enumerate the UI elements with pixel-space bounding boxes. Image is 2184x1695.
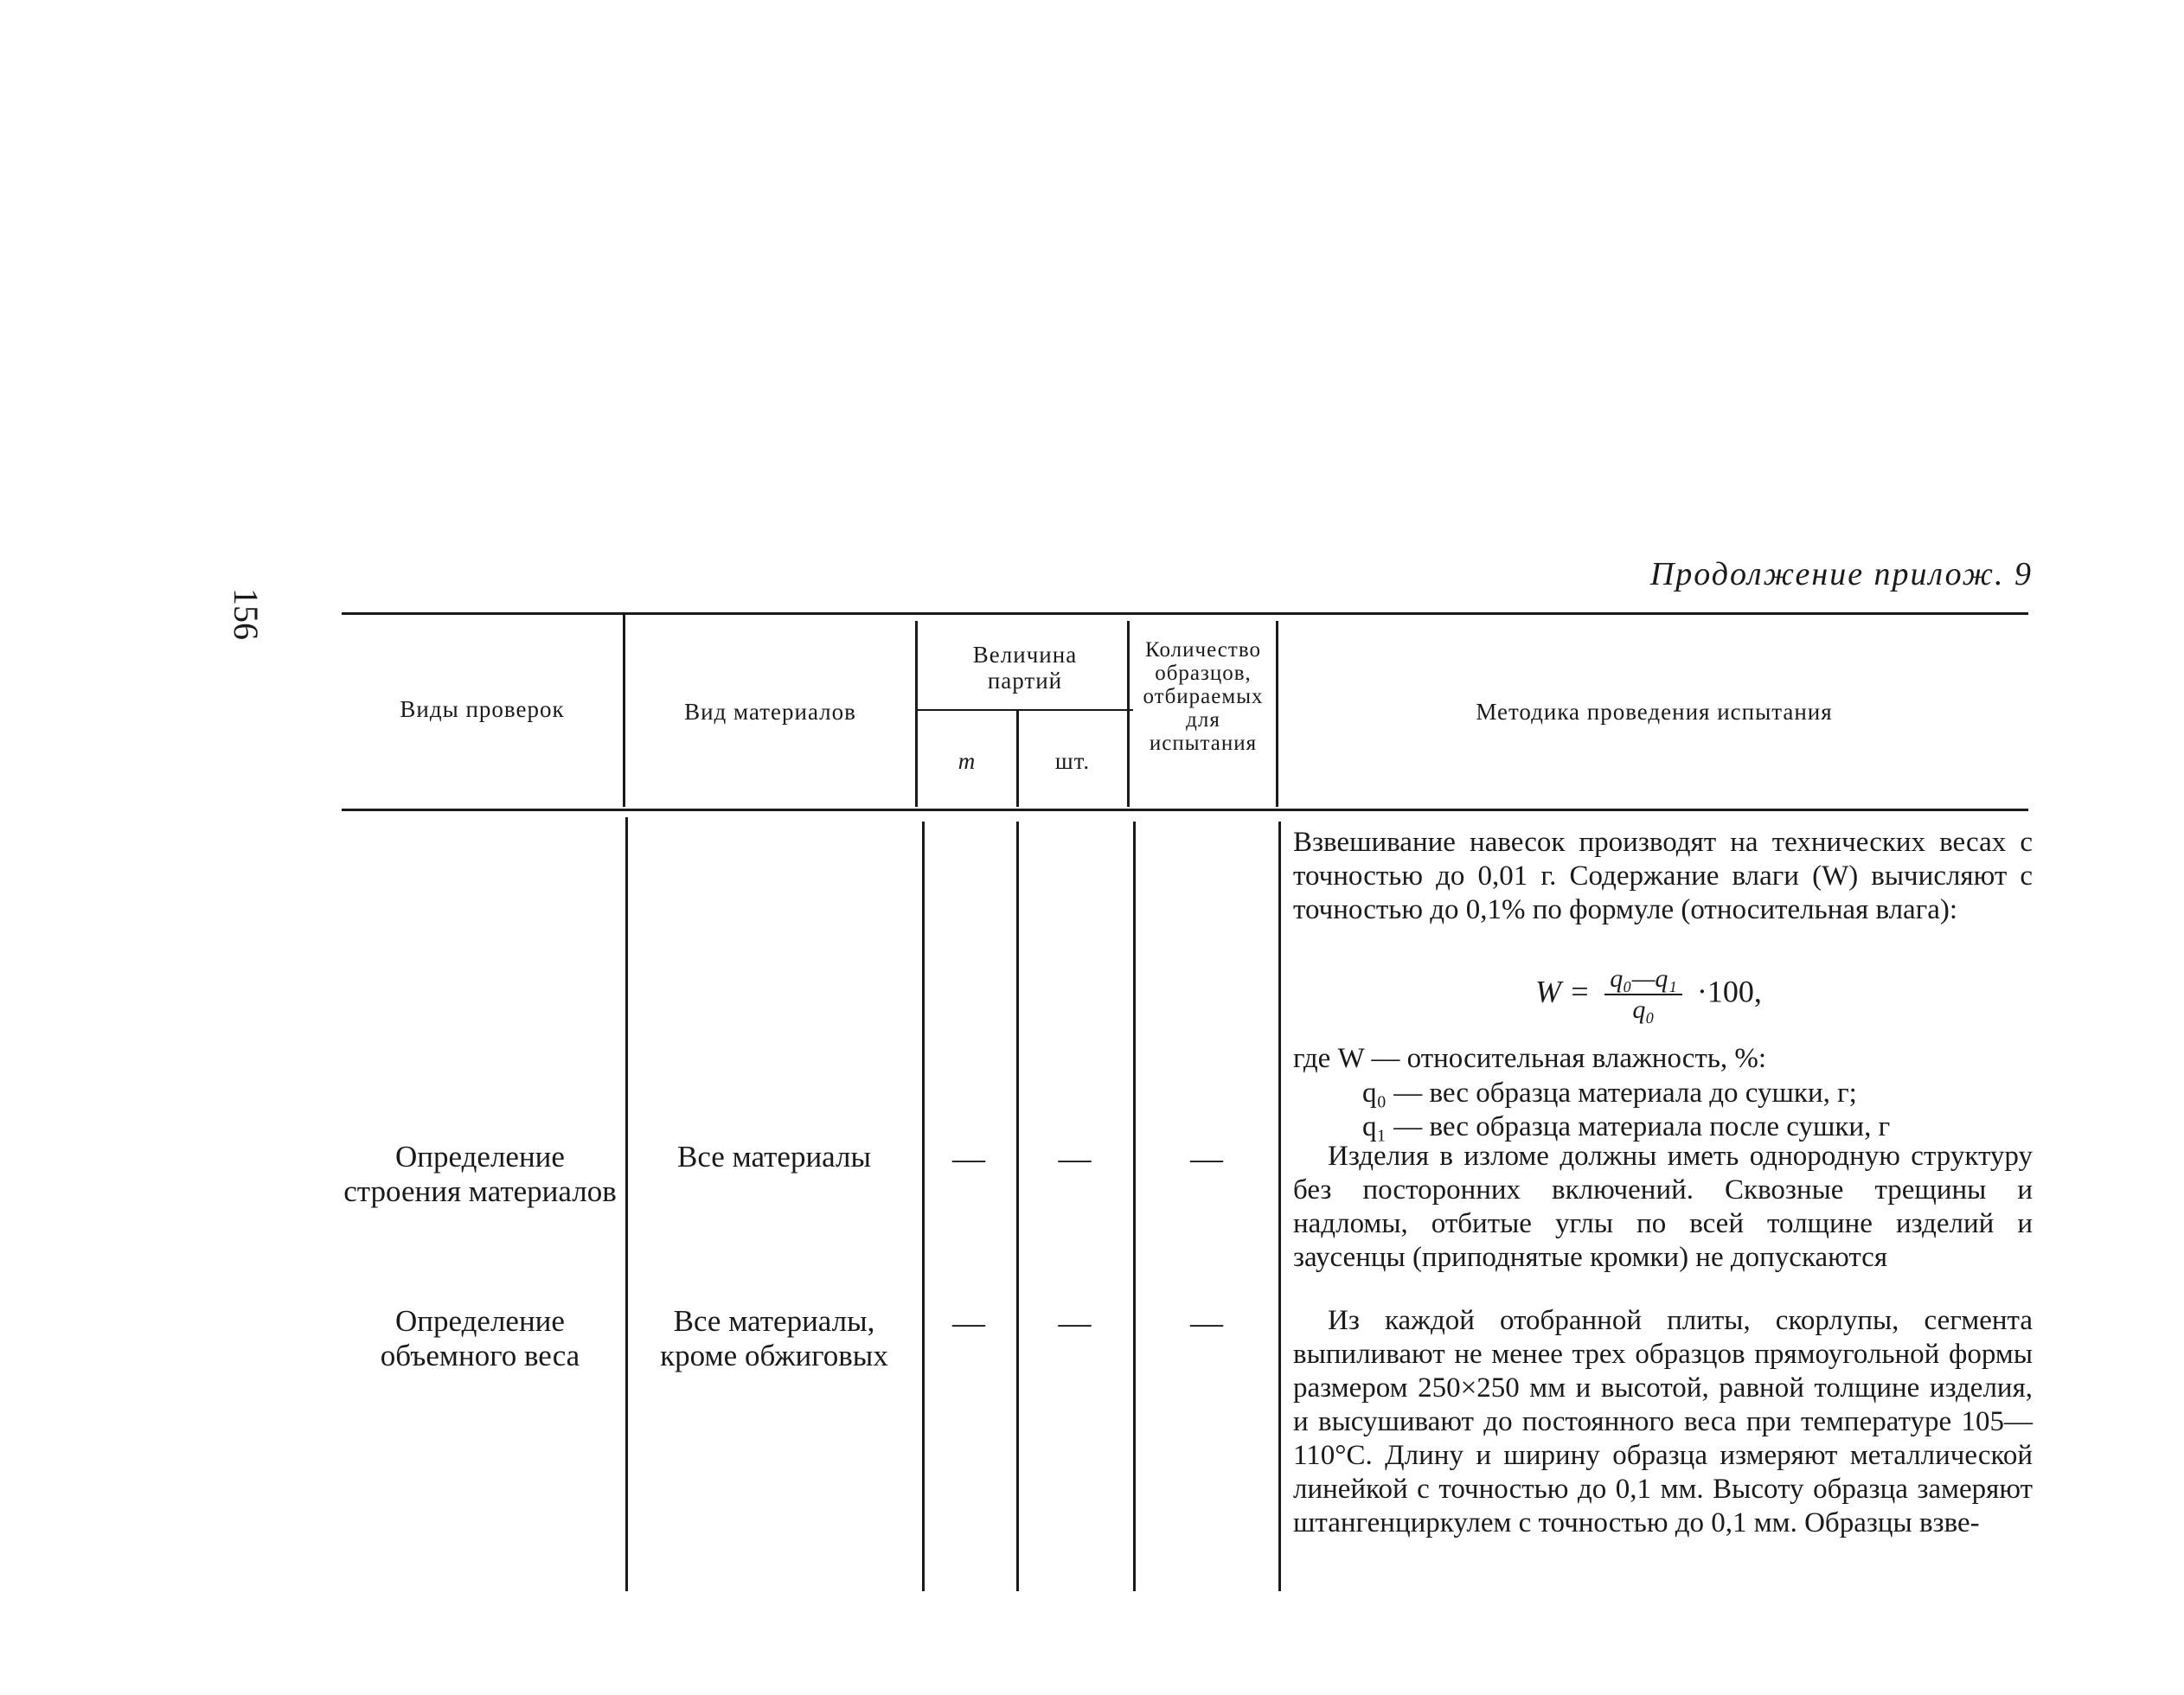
running-title: Продолжение прилож. 9 [1649, 556, 2033, 592]
method-paragraph: Взвешивание навесок производят на технических весах с точностью до 0,01 г. Содержание влаги (W) вычисляют с точностью до 0,1% по формуле (относительная влага): [1293, 827, 2033, 925]
header-material-type: Вид материалов [684, 699, 856, 725]
group-header-rule [917, 709, 1133, 711]
header-divider-2 [915, 621, 918, 807]
body-divider-5 [1278, 822, 1281, 1591]
formula-lhs: W = [1535, 974, 1591, 1009]
header-sample-count: Количество образцов, отбираемых для испытания [1143, 638, 1264, 755]
body-divider-4 [1133, 822, 1136, 1591]
moisture-formula [1535, 964, 1762, 1025]
method-paragraph: Изделия в изломе должны иметь однородную структуру без посторонних включений. Сквозные трещины и надломы, отбитые углы по всей толщине изделий и заусенцы (приподнятые кромки) не допускаются [1293, 1141, 2033, 1273]
method-text-moisture [1293, 826, 2033, 927]
legend-line: q₀ — вес образца материала до сушки, г; [1362, 1077, 1857, 1109]
method-paragraph: Из каждой отобранной плиты, скорлупы, сегмента выпиливают не менее трех образцов прямоугольной формы размером 250×250 мм и высотой, равной толщине изделия, и высушивают до постоянного веса при температуре 105—110°C. Длину и ширину образца измеряют металлической линейкой с точностью до 0,1 мм. Высоту образца замеряют штангенциркулем с точностью до 0,1 мм. Образцы взве- [1293, 1305, 2033, 1538]
legend-line: где W — относительная влажность, %: [1293, 1043, 1767, 1074]
header-method: Методика проведения испытания [1476, 699, 1833, 725]
sample-count-cell: — [1190, 1305, 1223, 1341]
header-lot-size: Величина партий [972, 642, 1078, 694]
method-text-bulk-density [1293, 1304, 2033, 1540]
header-check-type: Виды проверок [400, 696, 565, 722]
formula-legend [1293, 1042, 2033, 1145]
check-type-cell: Определение строения материалов [343, 1140, 617, 1208]
method-text-structure [1293, 1140, 2033, 1275]
header-divider-3 [1016, 711, 1019, 807]
formula-tail: ·100, [1696, 974, 1762, 1009]
header-divider-1 [623, 614, 625, 807]
material-cell: Все материалы [676, 1140, 871, 1174]
formula-denominator: q₀ [1632, 995, 1655, 1024]
formula-numerator: q₀—q₁ [1604, 964, 1682, 995]
header-divider-4 [1127, 621, 1130, 807]
lot-tons-cell: — [952, 1305, 985, 1341]
body-divider-1 [625, 817, 628, 1591]
lot-pieces-cell: — [1058, 1141, 1092, 1177]
body-divider-3 [1016, 822, 1019, 1591]
sample-count-cell: — [1190, 1141, 1223, 1177]
lot-tons-cell: — [952, 1141, 985, 1177]
page-number: 156 [227, 588, 266, 640]
table-top-rule [342, 612, 2028, 615]
formula-fraction [1604, 964, 1682, 1025]
material-cell: Все материалы, кроме обжиговых [660, 1304, 888, 1372]
header-lot-tons: т [958, 748, 977, 774]
header-lot-pieces: шт. [1054, 748, 1091, 774]
header-divider-5 [1276, 621, 1278, 807]
body-divider-2 [922, 822, 925, 1591]
legend-line: q₁ — вес образца материала после сушки, г [1362, 1111, 1891, 1143]
check-type-cell: Определение объемного веса [380, 1304, 580, 1372]
header-bottom-rule [342, 809, 2028, 811]
lot-pieces-cell: — [1058, 1305, 1092, 1341]
